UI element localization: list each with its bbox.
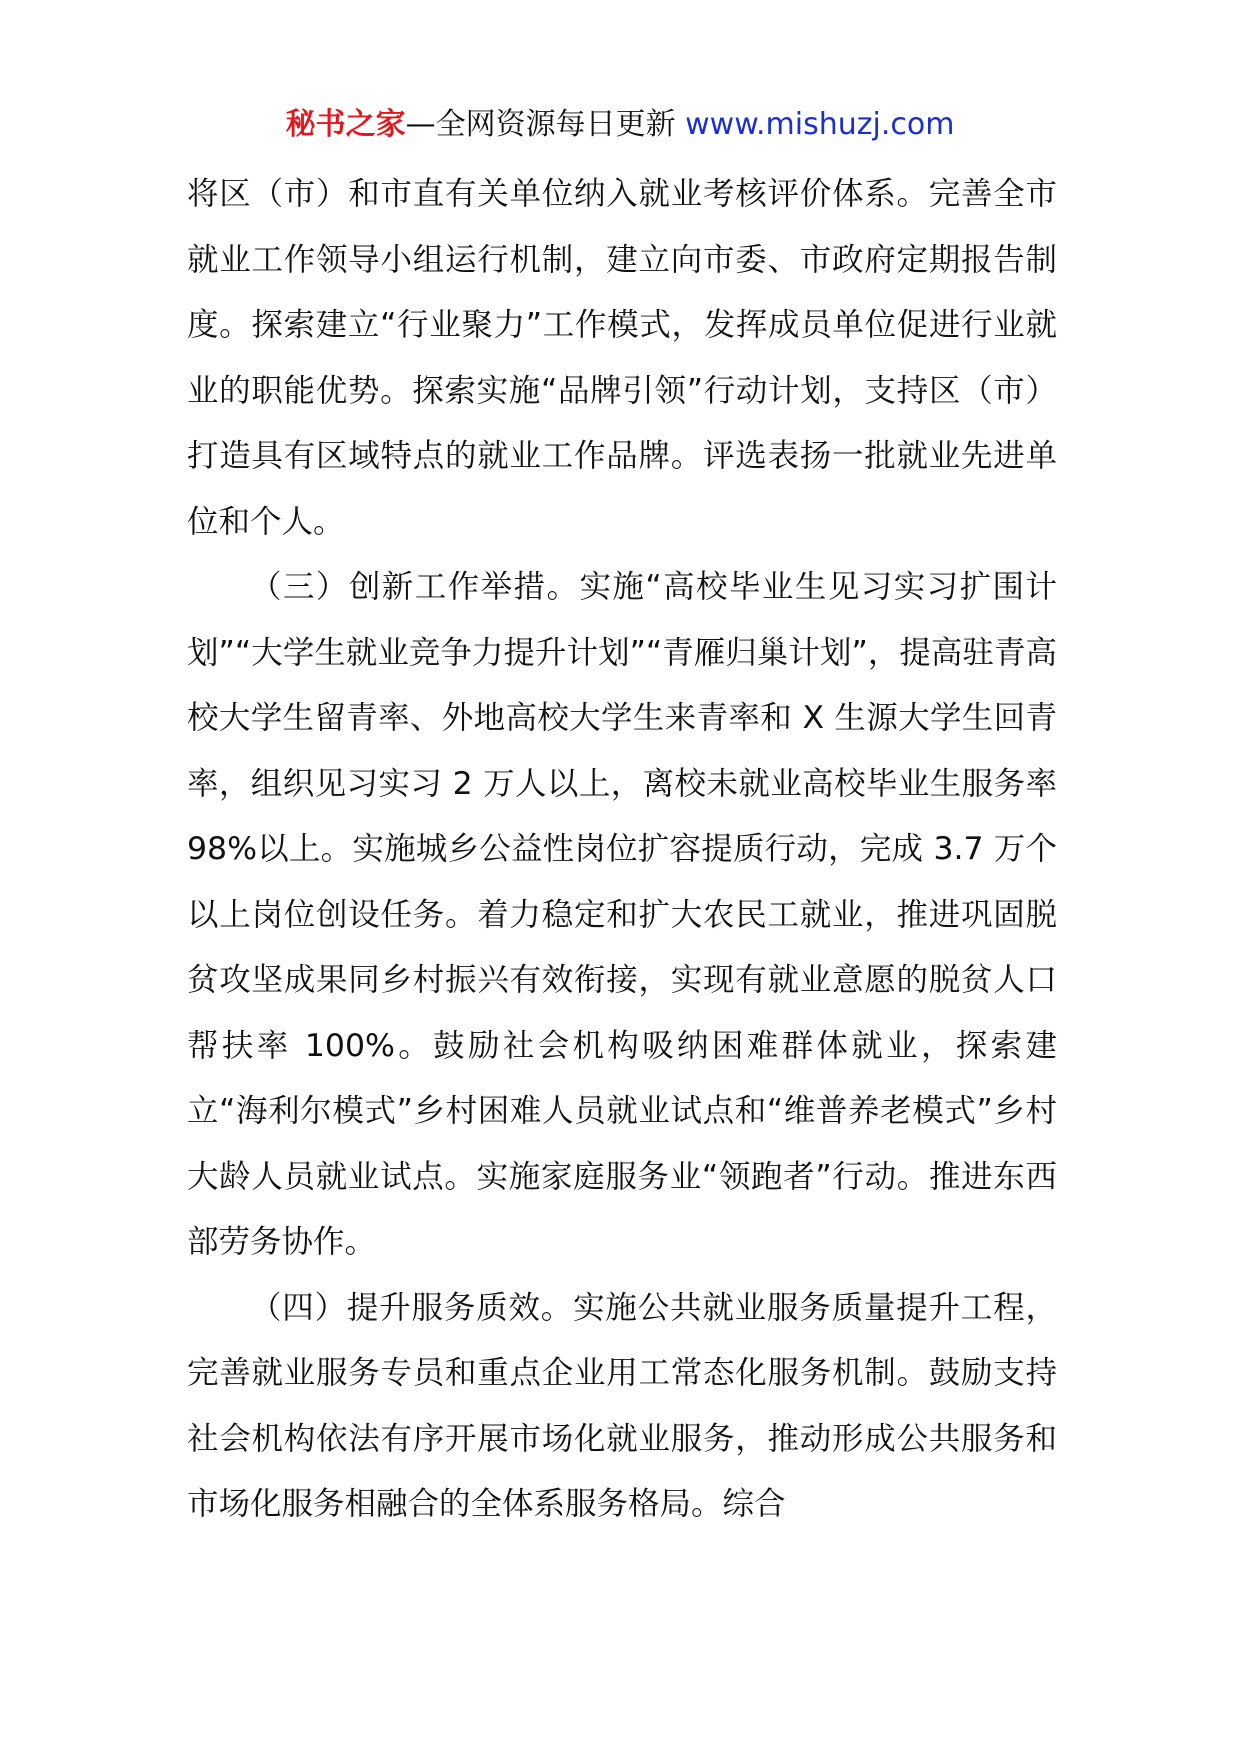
site-brand: 秘书之家	[285, 107, 406, 142]
site-url-link[interactable]: www.mishuzj.com	[685, 107, 955, 142]
paragraph-section-4: （四）提升服务质效。实施公共就业服务质量提升工程，完善就业服务专员和重点企业用工常态化服务机制。鼓励支持社会机构依法有序开展市场化就业服务，推动形成公共服务和市场化服务相融合的全体系服务格局。综合	[187, 1289, 1057, 1522]
paragraph-continuation: 将区（市）和市直有关单位纳入就业考核评价体系。完善全市就业工作领导小组运行机制，建立向市委、市政府定期报告制度。探索建立“行业聚力”工作模式，发挥成员单位促进行业就业的职能优势。探索实施“品牌引领”行动计划，支持区（市）打造具有区域特点的就业工作品牌。评选表扬一批就业先进单位和个人。	[187, 176, 1057, 540]
site-header	[0, 101, 1240, 149]
site-tagline: —全网资源每日更新	[405, 107, 676, 142]
paragraph-section-3: （三）创新工作举措。实施“高校毕业生见习实习扩围计划”“大学生就业竞争力提升计划”“青雁归巢计划”，提高驻青高校大学生留青率、外地高校大学生来青率和 X 生源大学生回青率，组织见习实习 2 万人以上，离校未就业高校毕业生服务率 98%以上。实施城乡公益性岗位扩容提质行动，完成 3.7 万个以上岗位创设任务。着力稳定和扩大农民工就业，推进巩固脱贫攻坚成果同乡村振兴有效衔接，实现有就业意愿的脱贫人口帮扶率 100%。鼓励社会机构吸纳困难群体就业，探索建立“海利尔模式”乡村困难人员就业试点和“维普养老模式”乡村大龄人员就业试点。实施家庭服务业“领跑者”行动。推进东西部劳务协作。	[187, 569, 1057, 1260]
document-body	[187, 162, 1057, 1538]
